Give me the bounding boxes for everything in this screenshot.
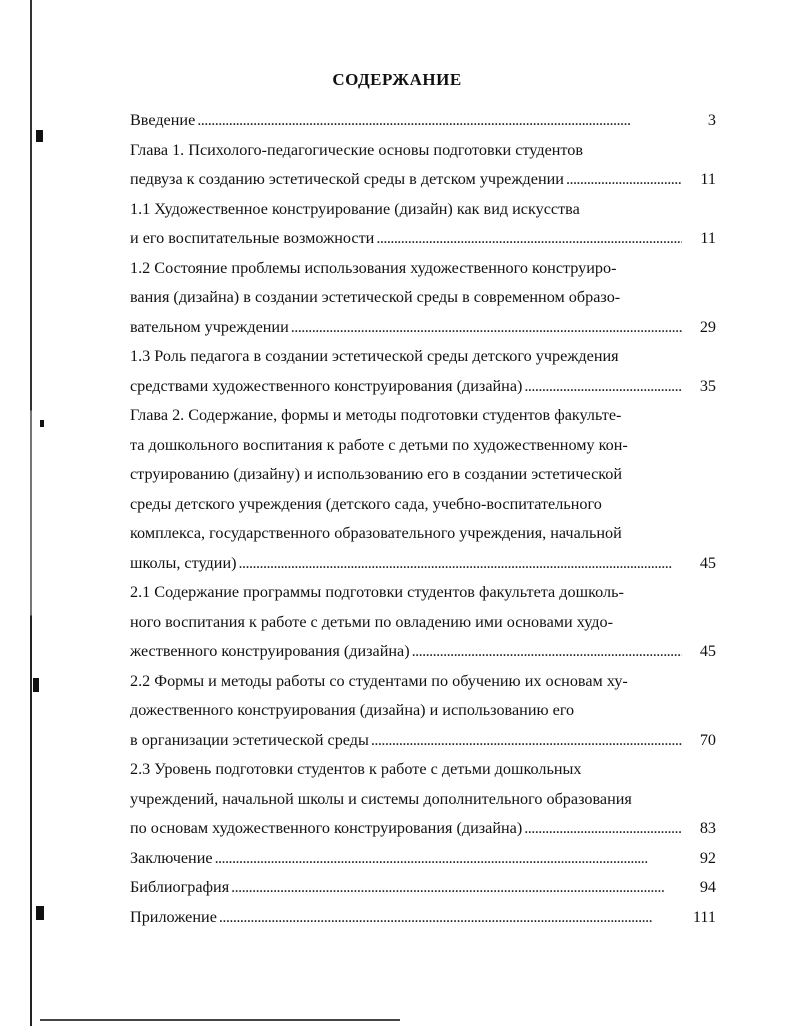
toc-entry (130, 873, 716, 903)
toc-line (130, 431, 716, 461)
toc-entry (130, 844, 716, 874)
toc-page-number: 35 (699, 376, 716, 395)
scan-artifact (36, 906, 44, 920)
toc-entry-text: 1.3 Роль педагога в создании эстетической среды детского учреждения (130, 347, 619, 365)
toc-page-number: 45 (699, 553, 716, 572)
toc-entry-text: та дошкольного воспитания к работе с детьми по художественному кон- (130, 435, 628, 454)
toc-entry-text: дожественного конструирования (дизайна) и использованию его (130, 701, 575, 719)
toc-line (130, 814, 716, 844)
toc-page-number: 111 (692, 907, 716, 926)
toc-line (130, 283, 716, 313)
toc-entry (130, 342, 716, 401)
toc-line (130, 313, 716, 343)
scan-artifact (36, 130, 43, 142)
toc-line (130, 372, 716, 402)
toc-page-number: 3 (707, 111, 716, 129)
toc-line (130, 195, 716, 225)
dot-leader (566, 165, 682, 195)
toc-entry-text: Введение (130, 111, 196, 129)
dot-leader (215, 844, 682, 874)
scan-edge-left (30, 0, 32, 1026)
scan-artifact (33, 678, 39, 692)
toc-entry (130, 195, 716, 254)
toc-line (130, 549, 716, 579)
toc-line (130, 696, 716, 726)
toc-entry (130, 136, 716, 195)
toc-entry-text: 2.2 Формы и методы работы со студентами по обучению их основам ху- (130, 671, 628, 690)
toc-entry-text: в организации эстетической среды (130, 730, 369, 749)
toc-line (130, 254, 716, 284)
toc-line (130, 637, 716, 667)
toc-page-number: 11 (700, 229, 716, 247)
toc-entry-text: вательном учреждении (130, 317, 289, 336)
toc-entry-text: вания (дизайна) в создании эстетической среды в современном образо- (130, 288, 621, 306)
dot-leader (197, 106, 682, 136)
toc-entry (130, 106, 716, 136)
toc-line (130, 342, 716, 372)
toc-line (130, 165, 716, 195)
toc-line (130, 578, 716, 608)
toc-entry-text: среды детского учреждения (детского сада, учебно-воспитательного (130, 494, 602, 513)
dot-leader (376, 224, 682, 254)
page-title: СОДЕРЖАНИЕ (332, 70, 462, 89)
toc-entry (130, 578, 716, 667)
toc-entry-text: Приложение (130, 907, 217, 926)
toc-entry (130, 401, 716, 578)
toc-entry-text: 2.1 Содержание программы подготовки студентов факультета дошколь- (130, 583, 624, 601)
toc-entry-text: по основам художественного конструирования (дизайна) (130, 819, 523, 837)
toc-page-number: 92 (699, 848, 716, 867)
toc-entry-text: 2.3 Уровень подготовки студентов к работе с детьми дошкольных (130, 760, 582, 778)
toc-page-number: 83 (699, 819, 716, 837)
toc-line (130, 755, 716, 785)
toc-entry (130, 254, 716, 343)
toc-entry-text: и его воспитательные возможности (130, 229, 375, 247)
toc-line (130, 106, 716, 136)
toc-line (130, 667, 716, 697)
toc-line (130, 224, 716, 254)
toc-entry (130, 667, 716, 756)
toc-page-number: 29 (699, 317, 716, 336)
toc-line (130, 785, 716, 815)
dot-leader (412, 637, 682, 667)
toc-entry-text: учреждений, начальной школы и системы дополнительного образования (130, 789, 632, 808)
dot-leader (219, 903, 682, 933)
toc-line (130, 608, 716, 638)
dot-leader (231, 873, 682, 903)
dot-leader (524, 372, 682, 402)
toc-page-number: 45 (699, 642, 716, 660)
toc-entry-text: Глава 2. Содержание, формы и методы подготовки студентов факульте- (130, 406, 622, 424)
toc-line (130, 401, 716, 431)
table-of-contents (130, 106, 716, 932)
toc-page-number: 94 (699, 878, 716, 896)
toc-entry-text: педвуза к созданию эстетической среды в детском учреждении (130, 170, 564, 188)
toc-page-number: 70 (699, 730, 716, 749)
toc-line (130, 873, 716, 903)
toc-entry-text: жественного конструирования (дизайна) (130, 642, 410, 660)
scan-artifact (40, 420, 44, 427)
toc-entry-text: комплекса, государственного образовательного учреждения, начальной (130, 524, 622, 542)
toc-entry-text: Глава 1. Психолого-педагогические основы подготовки студентов (130, 140, 584, 159)
toc-entry-text: средствами художественного конструирования (дизайна) (130, 376, 523, 395)
toc-entry-text: 1.2 Состояние проблемы использования художественного конструиро- (130, 258, 617, 277)
toc-line (130, 726, 716, 756)
toc-line (130, 519, 716, 549)
dot-leader (239, 549, 682, 579)
toc-line (130, 903, 716, 933)
dot-leader (371, 726, 682, 756)
dot-leader (524, 814, 682, 844)
toc-entry-text: ного воспитания к работе с детьми по овладению ими основами худо- (130, 612, 613, 631)
toc-entry (130, 903, 716, 933)
toc-page-number: 11 (700, 170, 716, 188)
toc-entry (130, 755, 716, 844)
toc-entry-text: школы, студии) (130, 553, 237, 572)
toc-line (130, 490, 716, 520)
toc-entry-text: Заключение (130, 848, 213, 867)
toc-line (130, 136, 716, 166)
dot-leader (291, 313, 682, 343)
toc-entry-text: струированию (дизайну) и использованию его в создании эстетической (130, 465, 623, 483)
toc-entry-text: 1.1 Художественное конструирование (дизайн) как вид искусства (130, 199, 580, 218)
toc-entry-text: Библиография (130, 878, 230, 896)
toc-line (130, 844, 716, 874)
scan-edge-bottom (40, 1019, 400, 1021)
toc-line (130, 460, 716, 490)
